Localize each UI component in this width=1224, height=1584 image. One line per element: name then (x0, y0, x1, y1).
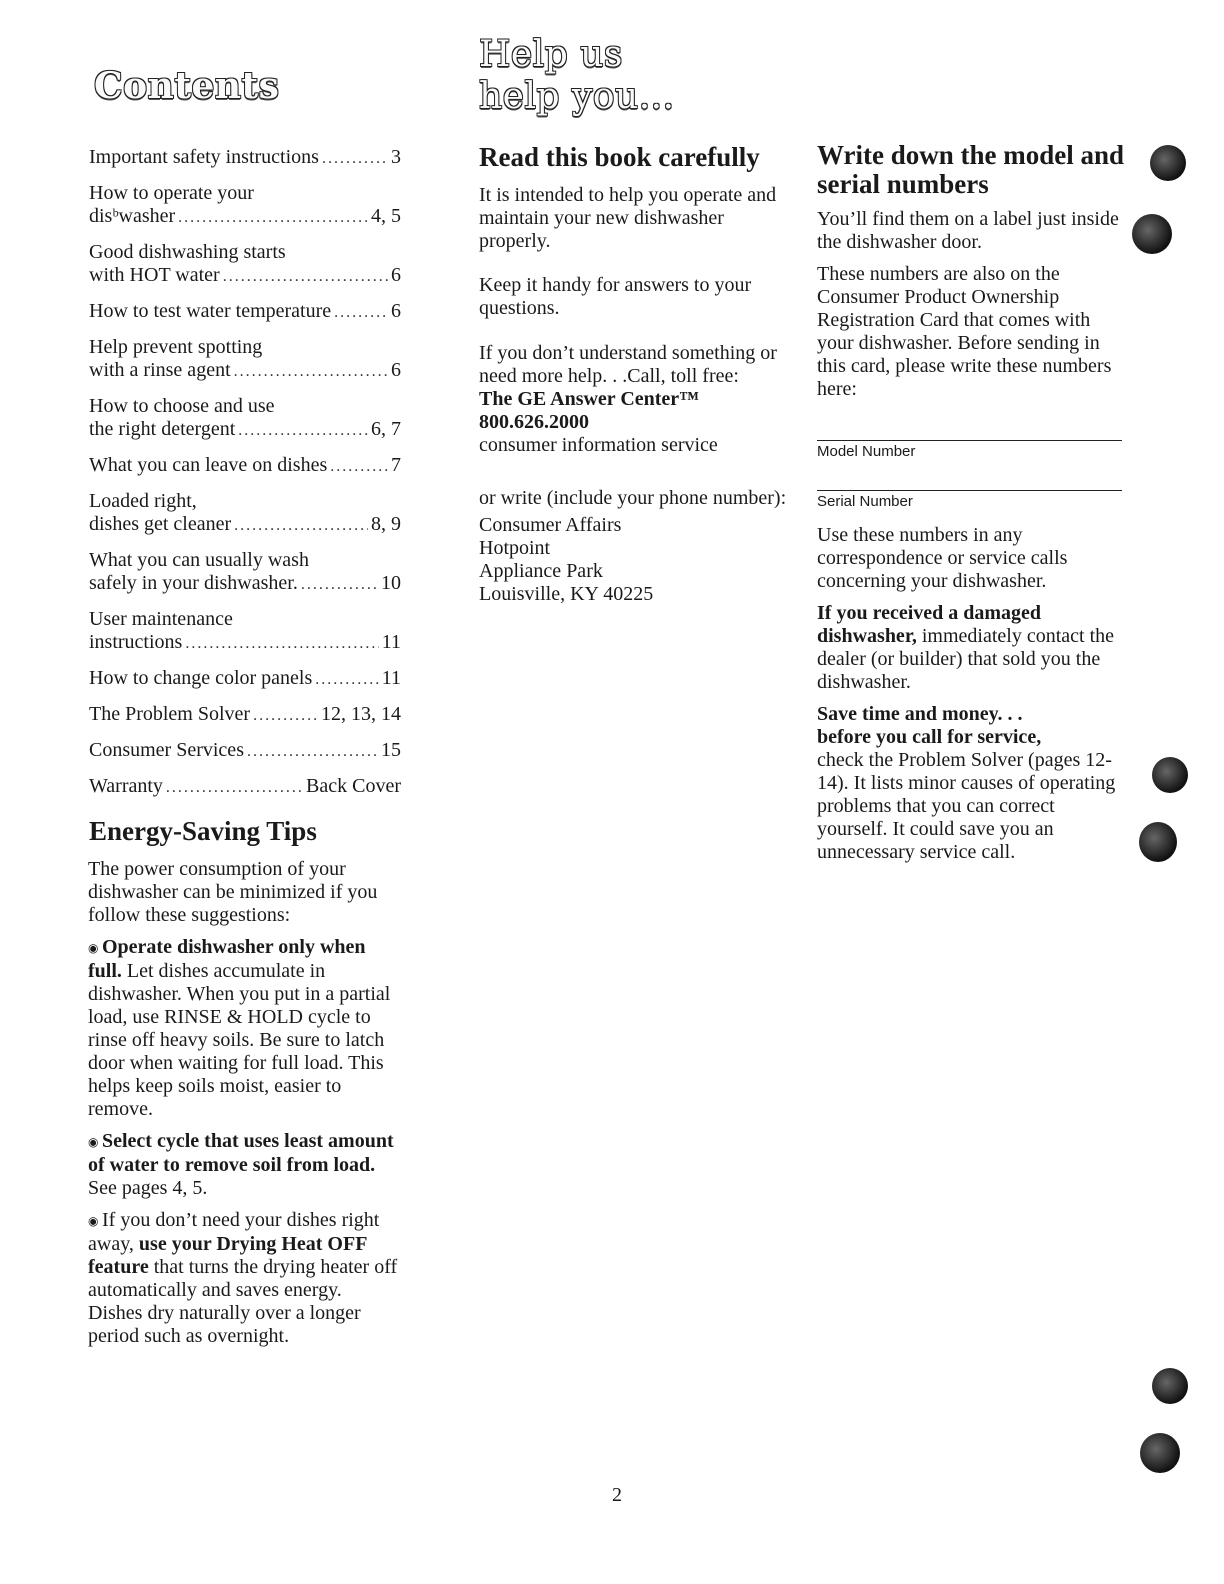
toc-entry-title: Important safety instructions (89, 146, 319, 168)
table-of-contents (89, 146, 401, 811)
toc-entry (89, 241, 401, 288)
toc-entry-line: What you can usually wash (89, 549, 309, 571)
toc-entry-line: Loaded right, (89, 490, 197, 512)
before-call-bold: before you call for service, (817, 726, 1042, 748)
tip-1-bold: Operate dishwasher only when full. (88, 936, 366, 982)
binder-hole-icon (1140, 1433, 1180, 1473)
contents-title: Contents (94, 65, 280, 107)
toc-entry (89, 336, 401, 383)
toc-entry (89, 608, 401, 655)
toc-leader-dots (322, 147, 388, 170)
toc-leader-dots (315, 668, 378, 691)
damaged-text: immediately contact the dealer (or builder) that sold you the dishwasher. (817, 625, 1115, 693)
read-book-section (479, 184, 794, 606)
tip-2 (88, 1130, 398, 1200)
read-p2: Keep it handy for answers to your questions. (479, 274, 752, 319)
read-p3 (479, 342, 794, 457)
toc-entry (89, 739, 401, 763)
toc-entry-row (89, 775, 401, 799)
toc-entry-title: with a rinse agent (89, 359, 231, 381)
toc-entry-title: instructions (89, 631, 183, 653)
address-line: Appliance Park (479, 560, 603, 582)
toc-leader-dots (301, 573, 378, 596)
address-line: Hotpoint (479, 537, 551, 559)
toc-entry-row (89, 146, 401, 170)
toc-entry (89, 146, 401, 170)
toc-entry-row (89, 454, 401, 478)
serial-p1: You’ll find them on a label just inside the dishwasher door. (817, 208, 1119, 253)
binder-hole-icon (1152, 1368, 1188, 1404)
help-us-title (479, 34, 675, 118)
toc-entry (89, 300, 401, 324)
save-time-bold: Save time and money. . . (817, 703, 1023, 725)
toc-page-number: 6 (391, 300, 401, 322)
help-title-line-1: Help us (479, 34, 623, 75)
address-line: Consumer Affairs (479, 514, 622, 536)
tip-3 (88, 1209, 398, 1348)
toc-entry (89, 395, 401, 442)
write-down-heading: Write down the model and serial numbers (817, 140, 1125, 199)
toc-entry-title: with HOT water (89, 264, 220, 286)
help-title-line-2: help you... (479, 76, 675, 117)
toc-page-number: 11 (381, 667, 401, 689)
toc-entry-title: How to test water temperature (89, 300, 332, 322)
toc-entry-row (89, 513, 401, 537)
toc-entry-row (89, 359, 401, 383)
toc-page-number: 10 (381, 572, 401, 594)
toc-entry-row (89, 572, 401, 596)
binder-hole-icon (1150, 145, 1186, 181)
binder-hole-icon (1139, 822, 1177, 862)
bullet-icon: ◉ (88, 1134, 99, 1149)
toc-page-number: 6 (391, 359, 401, 381)
binder-hole-icon (1152, 757, 1188, 793)
page-number: 2 (612, 1484, 622, 1506)
toc-entry-row (89, 703, 401, 727)
toc-entry-row (89, 631, 401, 655)
bullet-icon: ◉ (88, 1213, 99, 1228)
toc-leader-dots (185, 632, 378, 655)
toc-page-number: 12, 13, 14 (321, 703, 401, 725)
energy-intro: The power consumption of your dishwasher can be minimized if you follow these suggestions: (88, 858, 378, 926)
binder-hole-icon (1132, 214, 1172, 254)
save-time-paragraph (817, 703, 1127, 864)
tip-2-text: See pages 4, 5. (88, 1176, 208, 1199)
tip-3-text: that turns the drying heater off automatically and saves energy. Dishes dry naturally over a longer period such as overnight. (88, 1255, 398, 1347)
damaged-paragraph (817, 602, 1127, 694)
toc-entry-title: disᵇwasher (89, 205, 176, 227)
toc-entry-row (89, 418, 401, 442)
toc-page-number: Back Cover (306, 775, 401, 797)
energy-saving-heading: Energy-Saving Tips (89, 816, 317, 846)
toc-page-number: 6 (391, 264, 401, 286)
toc-entry (89, 667, 401, 691)
toc-entry (89, 703, 401, 727)
phone-number: 800.626.2000 (479, 411, 589, 433)
call-text: If you don’t understand something or need more help. . .Call, toll free: (479, 342, 777, 387)
toc-entry (89, 490, 401, 537)
toc-leader-dots (178, 206, 368, 229)
tip-1 (88, 936, 398, 1121)
toc-entry-row (89, 300, 401, 324)
energy-saving-tips (88, 858, 398, 1357)
toc-leader-dots (234, 514, 368, 537)
serial-section-continued (817, 524, 1127, 873)
toc-leader-dots (238, 419, 368, 442)
toc-entry-title: The Problem Solver (89, 703, 251, 725)
toc-page-number: 4, 5 (371, 205, 401, 227)
tip-1-text: Let dishes accumulate in dishwasher. When you put in a partial load, use RINSE & HOLD cycle to rinse off heavy soils. Be sure to latch door when waiting for full load. This helps keep soils moist, easier to remove. (88, 959, 391, 1120)
toc-entry-title: the right detergent (89, 418, 236, 440)
toc-page-number: 6, 7 (371, 418, 401, 440)
toc-entry-line: How to operate your (89, 182, 254, 204)
toc-entry-title: Warranty (89, 775, 163, 797)
toc-page-number: 15 (381, 739, 401, 761)
toc-entry-line: Good dishwashing starts (89, 241, 286, 263)
toc-page-number: 7 (391, 454, 401, 476)
mailing-address (479, 514, 794, 606)
toc-leader-dots (253, 704, 318, 727)
toc-entry-row (89, 739, 401, 763)
save-time-text: check the Problem Solver (pages 12-14). It lists minor causes of operating problems that you can correct yourself. It could save you an unnecessary service call. (817, 749, 1116, 863)
toc-entry-row (89, 264, 401, 288)
toc-entry-title: What you can leave on dishes (89, 454, 328, 476)
model-number-field[interactable]: Model Number (817, 440, 1122, 460)
toc-page-number: 11 (381, 631, 401, 653)
tip-3-bold: use your Drying Heat OFF feature (88, 1232, 367, 1278)
write-text: or write (include your phone number): (479, 487, 787, 509)
address-line: Louisville, KY 40225 (479, 583, 654, 605)
toc-entry (89, 549, 401, 596)
toc-entry-title: How to change color panels (89, 667, 313, 689)
bullet-icon: ◉ (88, 940, 99, 955)
toc-entry (89, 182, 401, 229)
tip-3-pre: If you don’t need your dishes right away, (88, 1208, 380, 1255)
toc-leader-dots (330, 455, 388, 478)
toc-entry-title: Consumer Services (89, 739, 244, 761)
read-book-heading: Read this book carefully (479, 142, 760, 172)
toc-entry-row (89, 205, 401, 229)
damaged-bold: If you received a damaged dishwasher, (817, 602, 1042, 647)
read-p1: It is intended to help you operate and maintain your new dishwasher properly. (479, 184, 777, 252)
toc-entry-title: dishes get cleaner (89, 513, 232, 535)
serial-section (817, 208, 1127, 410)
toc-leader-dots (334, 301, 388, 324)
serial-p2: These numbers are also on the Consumer Product Ownership Registration Card that comes with your dishwasher. Before sending in this card, please write these numbers here: (817, 263, 1112, 400)
toc-entry-row (89, 667, 401, 691)
serial-p3: Use these numbers in any correspondence or service calls concerning your dishwasher. (817, 524, 1068, 592)
toc-leader-dots (247, 740, 378, 763)
toc-entry-title: safely in your dishwasher. (89, 572, 298, 594)
toc-leader-dots (166, 776, 303, 799)
answer-center-name: The GE Answer Center™ (479, 388, 700, 410)
toc-leader-dots (223, 265, 388, 288)
serial-number-field[interactable]: Serial Number (817, 490, 1122, 510)
toc-entry-line: User maintenance (89, 608, 233, 630)
toc-leader-dots (234, 360, 388, 383)
toc-entry (89, 775, 401, 799)
toc-entry (89, 454, 401, 478)
tip-2-bold: Select cycle that uses least amount of water to remove soil from load. (88, 1129, 394, 1176)
toc-entry-line: How to choose and use (89, 395, 275, 417)
service-text: consumer information service (479, 434, 718, 456)
toc-page-number: 8, 9 (371, 513, 401, 535)
toc-page-number: 3 (391, 146, 401, 168)
toc-entry-line: Help prevent spotting (89, 336, 263, 358)
